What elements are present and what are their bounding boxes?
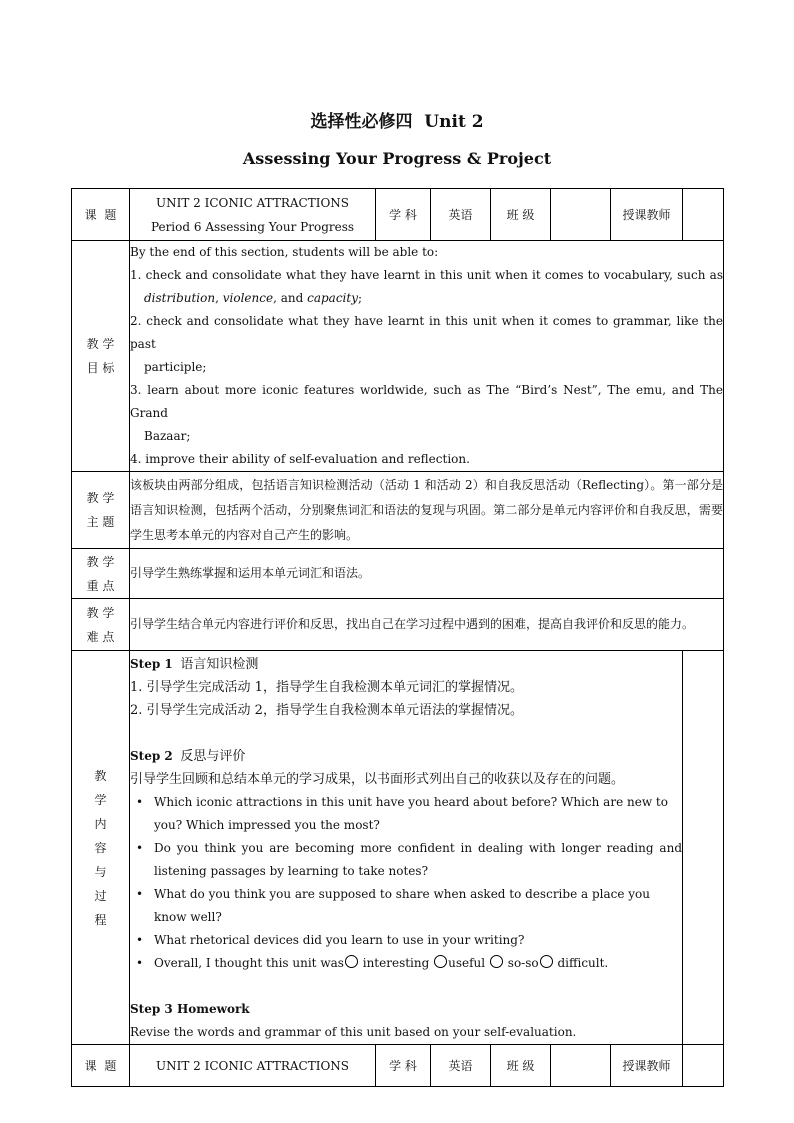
row-course-bottom (72, 1045, 724, 1087)
class-value (551, 189, 611, 241)
radio-useful[interactable] (434, 955, 447, 968)
objective-1: 1. check and consolidate what they have learnt in this unit when it comes to vocabulary, such as (130, 268, 723, 282)
bullet-icon: • (136, 933, 144, 947)
label-difficulty: 教 学 难 点 (72, 599, 130, 651)
radio-interesting[interactable] (345, 955, 358, 968)
row-difficulty (72, 599, 724, 651)
objective-2: 2. check and consolidate what they have learnt in this unit when it comes to grammar, like the past (130, 314, 723, 351)
title-cn: 选择性必修四 (310, 112, 413, 132)
step1-item-1: 1. 引导学生完成活动 1，指导学生自我检测本单元词汇的掌握情况。 (130, 680, 523, 695)
reflection-question-3: • What do you think you are supposed to share when asked to describe a place you know well? (130, 883, 682, 929)
subject-value: 英语 (431, 189, 491, 241)
difficulty-content: 引导学生结合单元内容进行评价和反思，找出自己在学习过程中遇到的困难，提高自我评价和反思的能力。 (130, 599, 724, 651)
label-objectives: 教 学 目 标 (72, 241, 130, 472)
course-line2: Period 6 Assessing Your Progress (150, 219, 355, 234)
objective-4: 4. improve their ability of self-evaluation and reflection. (130, 452, 470, 466)
objective-3-cont: Bazaar; (144, 429, 191, 443)
objectives-content (130, 241, 724, 472)
bullet-icon: • (136, 956, 144, 970)
label-theme: 教 学 主 题 (72, 472, 130, 549)
teacher-label-bottom: 授课教师 (611, 1045, 683, 1087)
course-line1: UNIT 2 ICONIC ATTRACTIONS (155, 195, 350, 210)
theme-content: 该板块由两部分组成，包括语言知识检测活动（活动 1 和活动 2）和自我反思活动（Reflecting）。第一部分是语言知识检测，包括两个活动，分别聚焦词汇和语法的复现与巩固。第二部分是单元内容评价和自我反思，需要学生思考本单元的内容对自己产生的影响。 (130, 472, 724, 549)
focus-content: 引导学生熟练掌握和运用本单元词汇和语法。 (130, 549, 724, 599)
objective-1-words: distribution, violence, and capacity; (144, 291, 363, 305)
row-content (72, 651, 724, 1045)
class-label-bottom: 班 级 (491, 1045, 551, 1087)
course-title-cell (130, 189, 376, 241)
step1-item-2: 2. 引导学生完成活动 2，指导学生自我检测本单元语法的掌握情况。 (130, 703, 523, 718)
bullet-icon: • (136, 841, 144, 855)
label-focus: 教 学 重 点 (72, 549, 130, 599)
step2-intro: 引导学生回顾和总结本单元的学习成果，以书面形式列出自己的收获以及存在的问题。 (130, 772, 625, 787)
label-content: 教 学 内 容 与 过 程 (72, 651, 130, 1045)
bullet-icon: • (136, 887, 144, 901)
reflection-question-1: • Which iconic attractions in this unit have you heard about before? Which are new to you? Which impressed you the most? (130, 791, 682, 837)
content-body (130, 651, 683, 1045)
step2-heading: Step 2 反思与评价 (130, 749, 246, 764)
content-side-cell (683, 651, 724, 1045)
row-objectives (72, 241, 724, 472)
row-focus (72, 549, 724, 599)
subject-value-bottom: 英语 (431, 1045, 491, 1087)
lesson-plan-table (71, 188, 724, 1087)
teacher-label: 授课教师 (611, 189, 683, 241)
page-title (0, 107, 794, 132)
label-course-bottom: 课 题 (72, 1045, 130, 1087)
course-title-bottom: UNIT 2 ICONIC ATTRACTIONS (130, 1045, 376, 1087)
objective-3: 3. learn about more iconic features worldwide, such as The “Bird’s Nest”, The emu, and The Grand (130, 383, 723, 420)
teacher-value (683, 189, 724, 241)
subject-label: 学 科 (376, 189, 431, 241)
bullet-icon: • (136, 795, 144, 809)
objectives-intro: By the end of this section, students will be able to: (130, 245, 439, 259)
class-label: 班 级 (491, 189, 551, 241)
class-value-bottom (551, 1045, 611, 1087)
row-theme (72, 472, 724, 549)
subject-label-bottom: 学 科 (376, 1045, 431, 1087)
step1-heading: Step 1 语言知识检测 (130, 657, 259, 672)
row-course-top (72, 189, 724, 241)
teacher-value-bottom (683, 1045, 724, 1087)
step3-text: Revise the words and grammar of this unit based on your self-evaluation. (130, 1025, 577, 1039)
radio-so-so[interactable] (490, 955, 503, 968)
self-evaluation-line: • Overall, I thought this unit was interesting useful so-so difficult. (130, 952, 682, 975)
step3-heading: Step 3 Homework (130, 1002, 250, 1016)
title-unit: Unit 2 (424, 112, 484, 132)
objective-2-cont: participle; (144, 360, 207, 374)
reflection-question-2: • Do you think you are becoming more confident in dealing with longer reading and listening passages by learning to take notes? (130, 837, 682, 883)
radio-difficult[interactable] (540, 955, 553, 968)
reflection-question-4: • What rhetorical devices did you learn to use in your writing? (130, 929, 682, 952)
label-course: 课 题 (72, 189, 130, 241)
page-subtitle: Assessing Your Progress & Project (242, 149, 552, 168)
